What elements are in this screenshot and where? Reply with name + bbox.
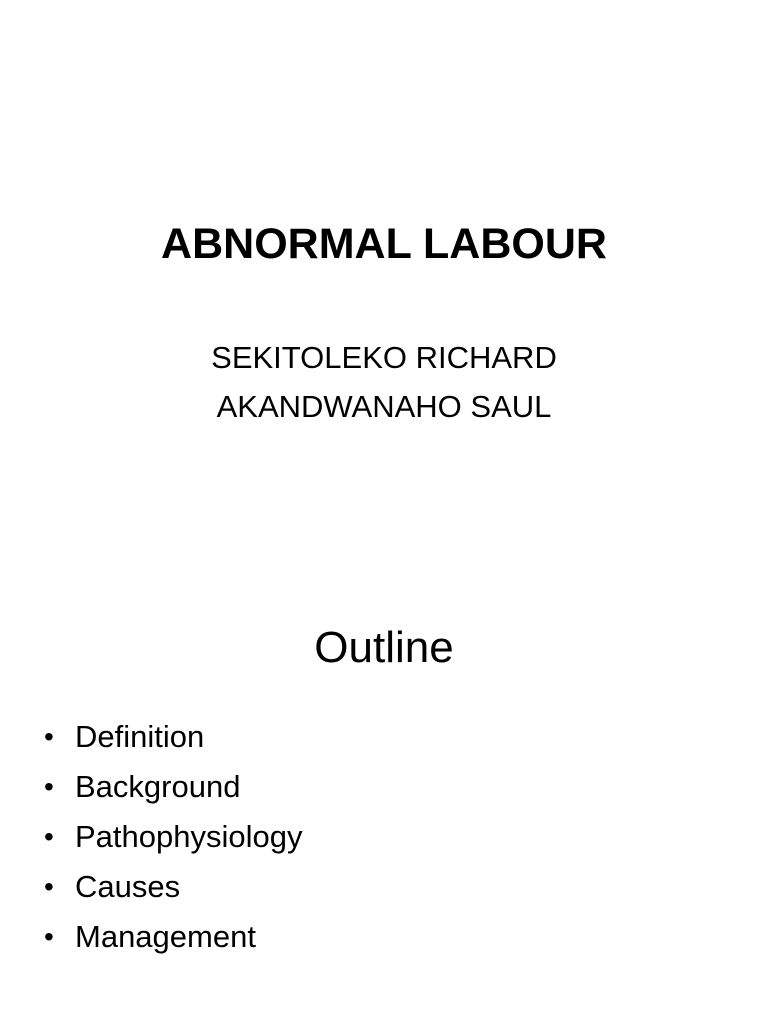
- presentation-title: ABNORMAL LABOUR: [161, 220, 607, 268]
- list-item: [44, 812, 303, 862]
- list-item-label: Pathophysiology: [75, 819, 303, 854]
- outline-list: [44, 712, 303, 962]
- list-item-label: Causes: [75, 869, 181, 904]
- bullet-icon: •: [44, 871, 54, 902]
- list-item: [44, 912, 303, 962]
- bullet-icon: •: [44, 721, 54, 752]
- list-item: [44, 862, 303, 912]
- author-block: [0, 333, 768, 431]
- author-name: AKANDWANAHO SAUL: [216, 389, 552, 424]
- list-item: [44, 712, 303, 762]
- list-item-label: Background: [75, 769, 241, 804]
- outline-heading: Outline: [314, 623, 454, 672]
- list-item-label: Definition: [75, 719, 205, 754]
- author-name: SEKITOLEKO RICHARD: [211, 340, 557, 375]
- bullet-icon: •: [44, 771, 54, 802]
- bullet-icon: •: [44, 821, 54, 852]
- bullet-icon: •: [44, 921, 54, 952]
- outline-slide: [0, 512, 768, 1024]
- list-item-label: Management: [75, 919, 256, 954]
- list-item: [44, 762, 303, 812]
